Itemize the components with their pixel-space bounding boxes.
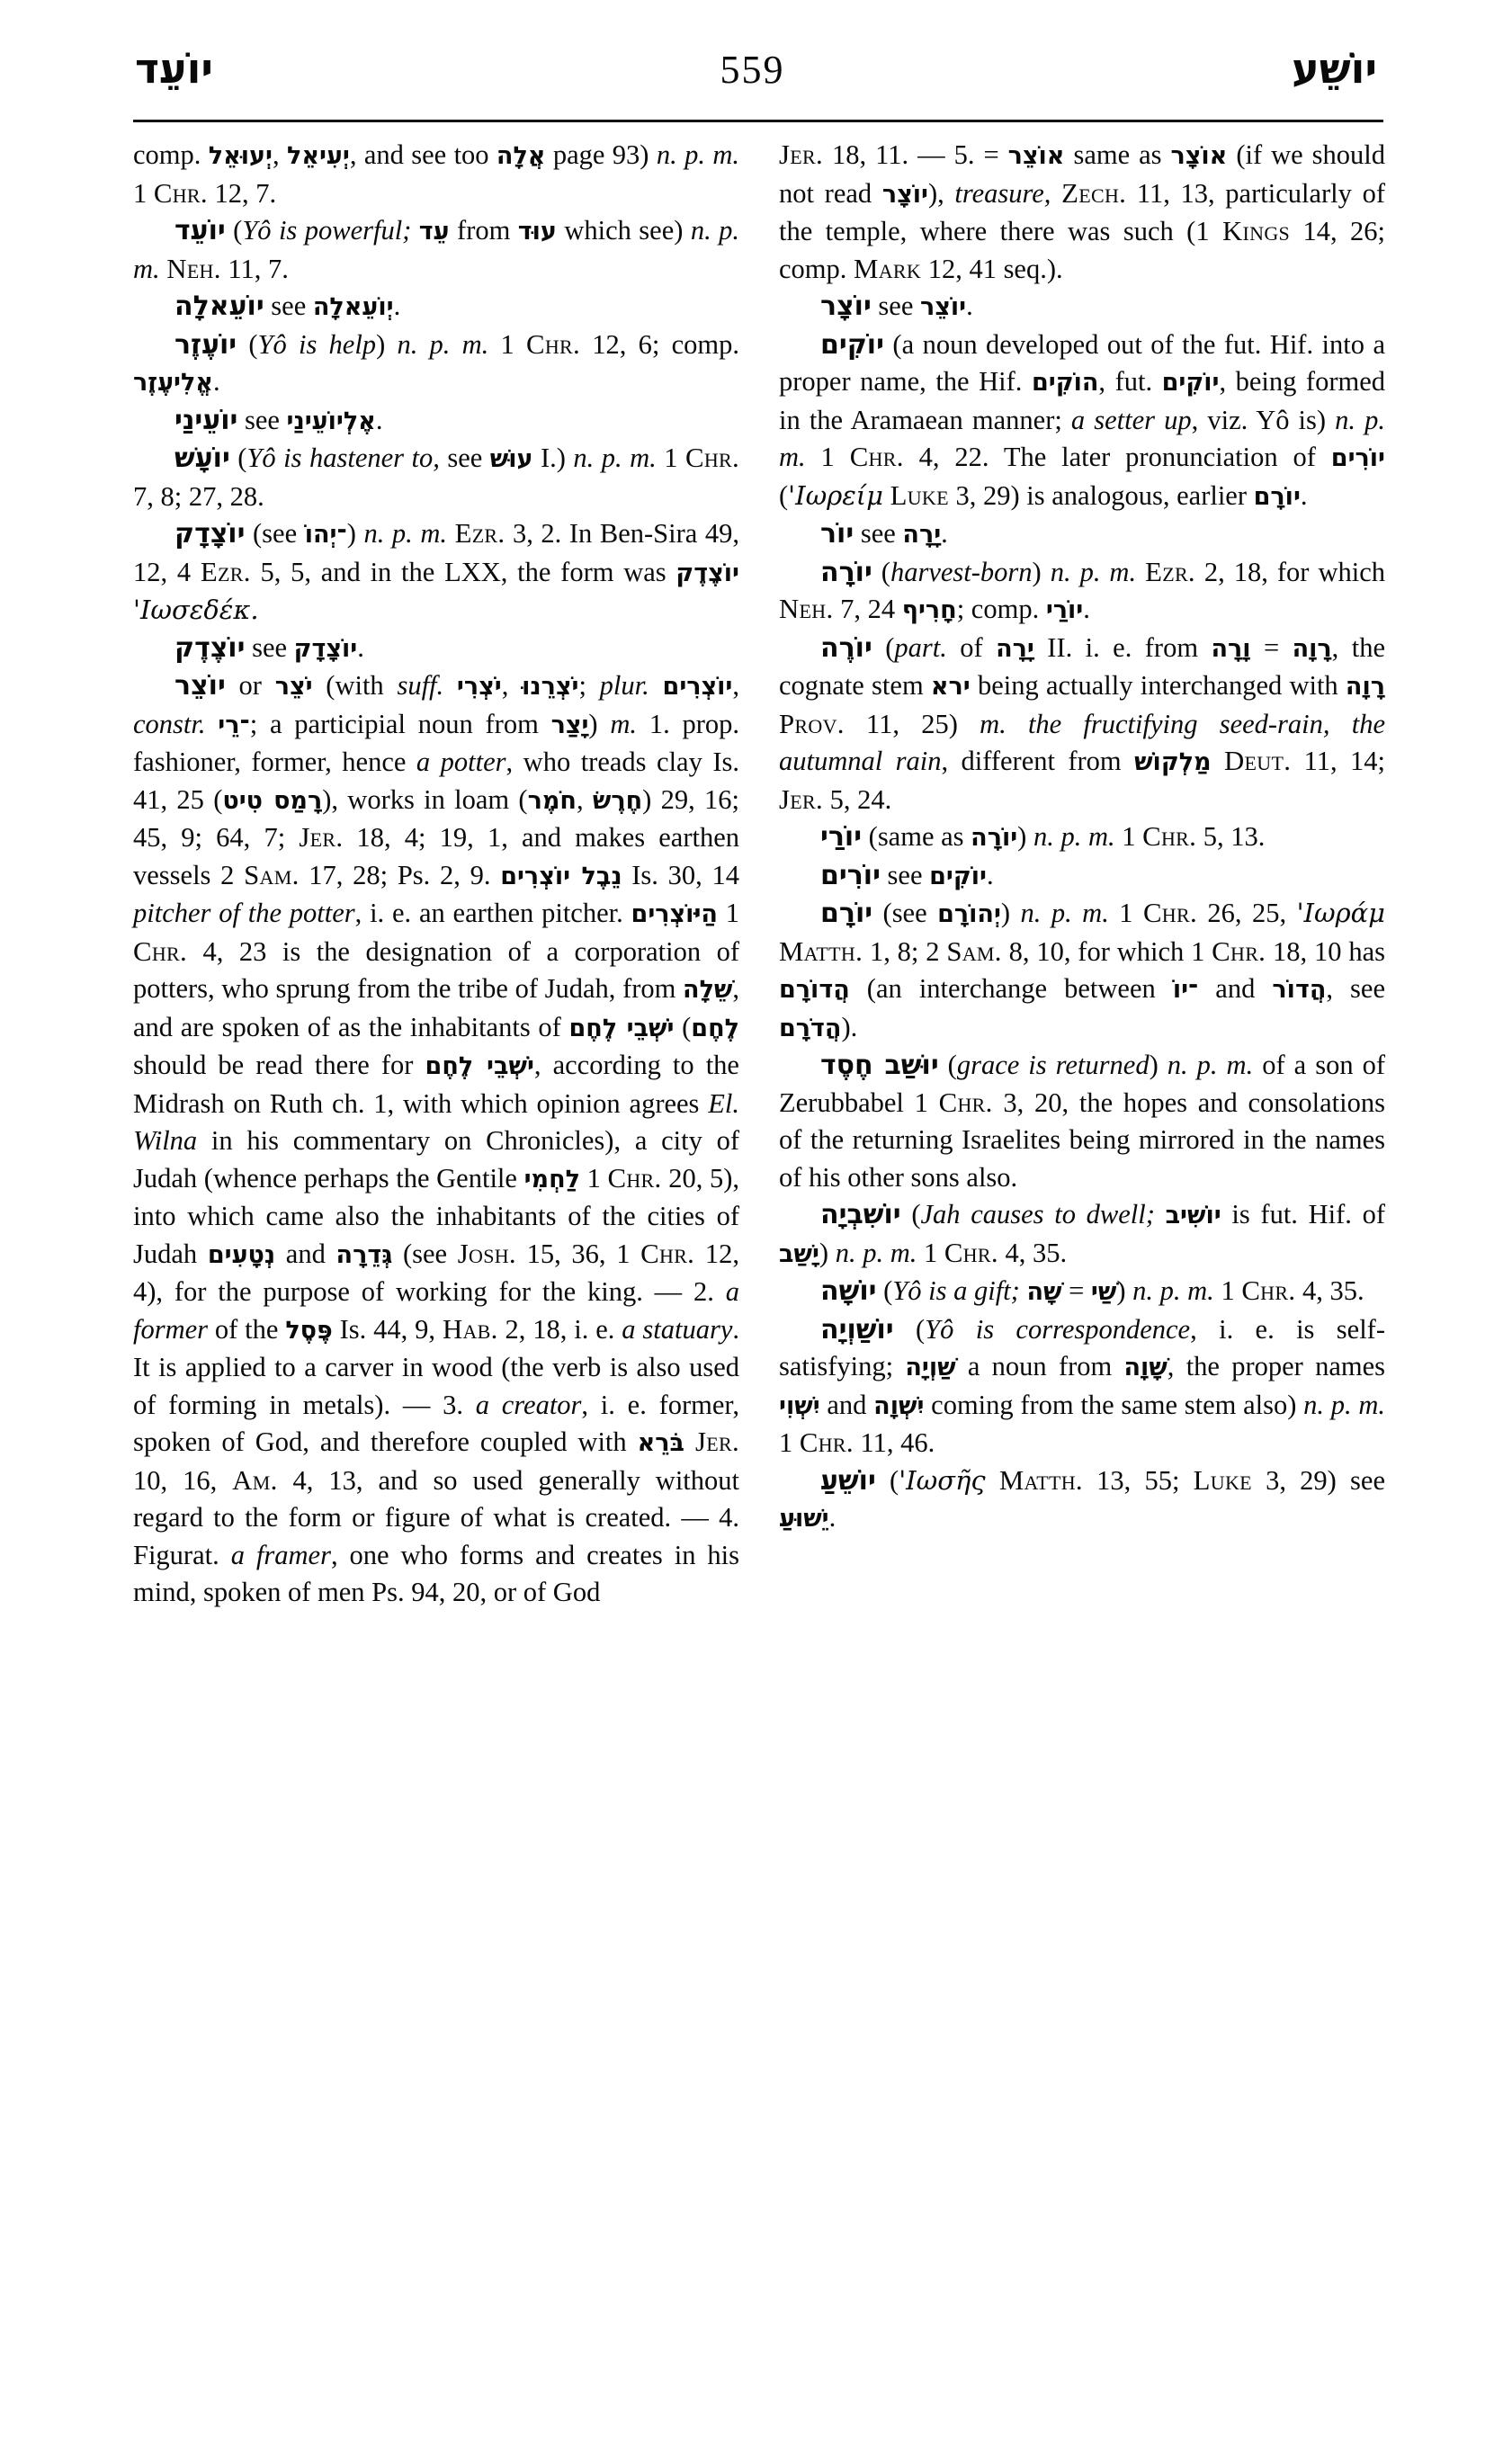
entry-yorah: יוֹרָה (harvest-born) n. p. m. Ezr. 2, 18, for which Neh. 7, 24 חָרִיף; comp. יוֹרַי. xyxy=(779,556,1385,624)
entry-yoezer: יוֹעֶזֶר (Yô is help) n. p. m. 1 Chr. 12, 6; comp. אֱלִיעֶזֶר. xyxy=(133,328,739,397)
text-body xyxy=(133,137,1385,2385)
header-rule xyxy=(133,120,1383,122)
entry-yotsadak: יוֹצָדָק (see ־יְהוֹ) n. p. m. Ezr. 3, 2. In Ben-Sira 49, 12, 4 Ezr. 5, 5, and in the LXX, the form was יוֹצֶדֶק 'Ιωσεδέκ. xyxy=(133,518,740,625)
entry-yoreh: יוֹרֶה (part. of יָרָה II. i. e. from וָרָה = רָוָה, the cognate stem ירא being actually interchanged with רָוָה Prov. 11, 25) m. the fructifying seed-rain, the autumnal rain, different from מַלְקוֹשׁ Deut. 11, 14; Jer. 5, 24. xyxy=(779,631,1386,815)
entry-yoelah: יוֹעֵאלָה see יְוֹעֵאלָה. xyxy=(174,291,401,322)
entry-yoed: יוֹעֵד (Yô is powerful; עֵד from עוּד which see) n. p. m. Neh. 11, 7. xyxy=(133,215,740,284)
column-right xyxy=(772,137,1385,2385)
entry-yoram: יוֹרָם (see יְהוֹרָם) n. p. m. 1 Chr. 26, 25, 'Ιωράμ Matth. 1, 8; 2 Sam. 8, 10, for which 1 Chr. 18, 10 has הֲדוֹרָם (an interchange between ־יוֹ and הֲדוֹר, see הֲדֹרָם). xyxy=(779,898,1386,1042)
entry-yorai: יוֹרַי (same as יוֹרָה) n. p. m. 1 Chr. 5, 13. xyxy=(820,821,1266,853)
entry-yoshea: יוֹשֵׁעַ ('Ιωσῆς Matth. 13, 55; Luke 3, 29) see יֵשׁוּעַ. xyxy=(779,1464,1385,1533)
entry-yoshibyah: יוֹשִׁבְיָה (Jah causes to dwell; יוֹשִׁיב is fut. Hif. of יָשַׁב) n. p. m. 1 Chr. 4, 35. xyxy=(779,1199,1385,1268)
column-left xyxy=(133,137,739,2385)
entry-yoshavyah: יוֹשַׁוְיָה (Yô is correspondence, i. e. is self-satisfying; שַׁוְיָה a noun from שָׁוָה, the proper names יִשְׁוִי and יִשְׁוָה coming from the same stem also) n. p. m. 1 Chr. 11, 46. xyxy=(779,1313,1386,1458)
page-number: 559 xyxy=(720,48,785,92)
entry-yotser-continuation: Jer. 18, 11. — 5. = אוֹצֵר same as אוֹצָר (if we should not read יוֹצָר), treasure, Zech. 11, 13, particularly of the temple, where there was such (1 Kings 14, 26; comp. Mark 12, 41 seq.). xyxy=(779,139,1385,284)
entry-yorim: יוֹרִים see יוֹקִים. xyxy=(820,859,994,891)
entry-yor: יוֹר see יָרָה. xyxy=(820,518,948,550)
entry-yotsedek: יוֹצֶדֶק see יוֹצָדָק. xyxy=(174,631,364,664)
entry-yushab-hesed: יוּשַׁב חֶסֶד (grace is returned) n. p. m. of a son of Zerubbabel 1 Chr. 3, 20, the hopes and consolations of the returning Israelites being mirrored in the names of his other sons also. xyxy=(779,1050,1385,1193)
running-head-right-lemma: יוֹשֵׁע xyxy=(1292,44,1377,93)
entry-yokim: יוֹקִים (a noun developed out of the fut. Hif. into a proper name, the Hif. הוֹקִים, fut. יוֹקִים, being formed in the Aramaean manner; a setter up, viz. Yô is) n. p. m. 1 Chr. 4, 22. The later pronunciation of יוֹרִים ('Ιωρείμ Luke 3, 29) is analogous, earlier יוֹרָם. xyxy=(779,328,1386,511)
entry-yotser: יוֹצֵר or יֹצֵר (with suff. יֹצְרִי, יֹצְרֵנוּ; plur. יוֹצְרִים, constr. ־רֵי; a participial noun from יָצַר) m. 1. prop. fashioner, former, hence a potter, who treads clay Is. 41, 25 (רָמַס טִיט), works in loam (חֹמֶר, חֶרֶשׂ) 29, 16; 45, 9; 64, 7; Jer. 18, 4; 19, 1, and makes earthen vessels 2 Sam. 17, 28; Ps. 2, 9. נֵבֶל יוֹצְרִים Is. 30, 14 pitcher of the potter, i. e. an earthen pitcher. הַיּוֹצְרִים 1 Chr. 4, 23 is the designation of a corporation of potters, who sprung from the tribe of Judah, from שֵׁלָה, and are spoken of as the inhabitants of יֹשְׁבֵי לֶחֶם (לֶחֶם should be read there for יֹשְׁבֵי לֶחֶם, according to the Midrash on Ruth ch. 1, with which opinion agrees El. Wilna in his commentary on Chronicles), a city of Judah (whence perhaps the Gentile לַחְמִי 1 Chr. 20, 5), into which came also the inhabitants of the cities of Judah נְטָעִים and גְּדֵרָה (see Josh. 15, 36, 1 Chr. 12, 4), for the purpose of working for the king. — 2. a former of the פֶּסֶל Is. 44, 9, Hab. 2, 18, i. e. a statuary. It is applied to a carver in wood (the verb is also used of forming in metals). — 3. a creator, i. e. former, spoken of God, and therefore coupled with בֹּרֵא Jer. 10, 16, Am. 4, 13, and so used generally without regard to the form or figure of what is created. — 4. Figurat. a framer, one who forms and creates in his mind, spoken of men Ps. 94, 20, or of God xyxy=(133,670,740,1607)
entry-yoeynai: יוֹעֵינַי see אֶלְיוֹעֵינַי. xyxy=(174,404,383,436)
entry-yoash: יוֹעָשׁ (Yô is hastener to, see עוּשׁ I.) n. p. m. 1 Chr. 7, 8; 27, 28. xyxy=(133,443,739,512)
entry-yotsar: יוֹצָר see יוֹצֵר. xyxy=(820,291,973,322)
running-head xyxy=(135,44,1377,110)
entry-continuation: comp. יְעוּאֵל, יְעִיאֵל, and see too אֲלָה page 93) n. p. m. 1 Chr. 12, 7. xyxy=(133,139,740,209)
entry-yoshah: יוֹשָׁה (Yô is a gift; שָׁה = שַׁי) n. p. m. 1 Chr. 4, 35. xyxy=(820,1275,1364,1307)
running-head-left-lemma: יוֹעֵד xyxy=(135,44,213,93)
